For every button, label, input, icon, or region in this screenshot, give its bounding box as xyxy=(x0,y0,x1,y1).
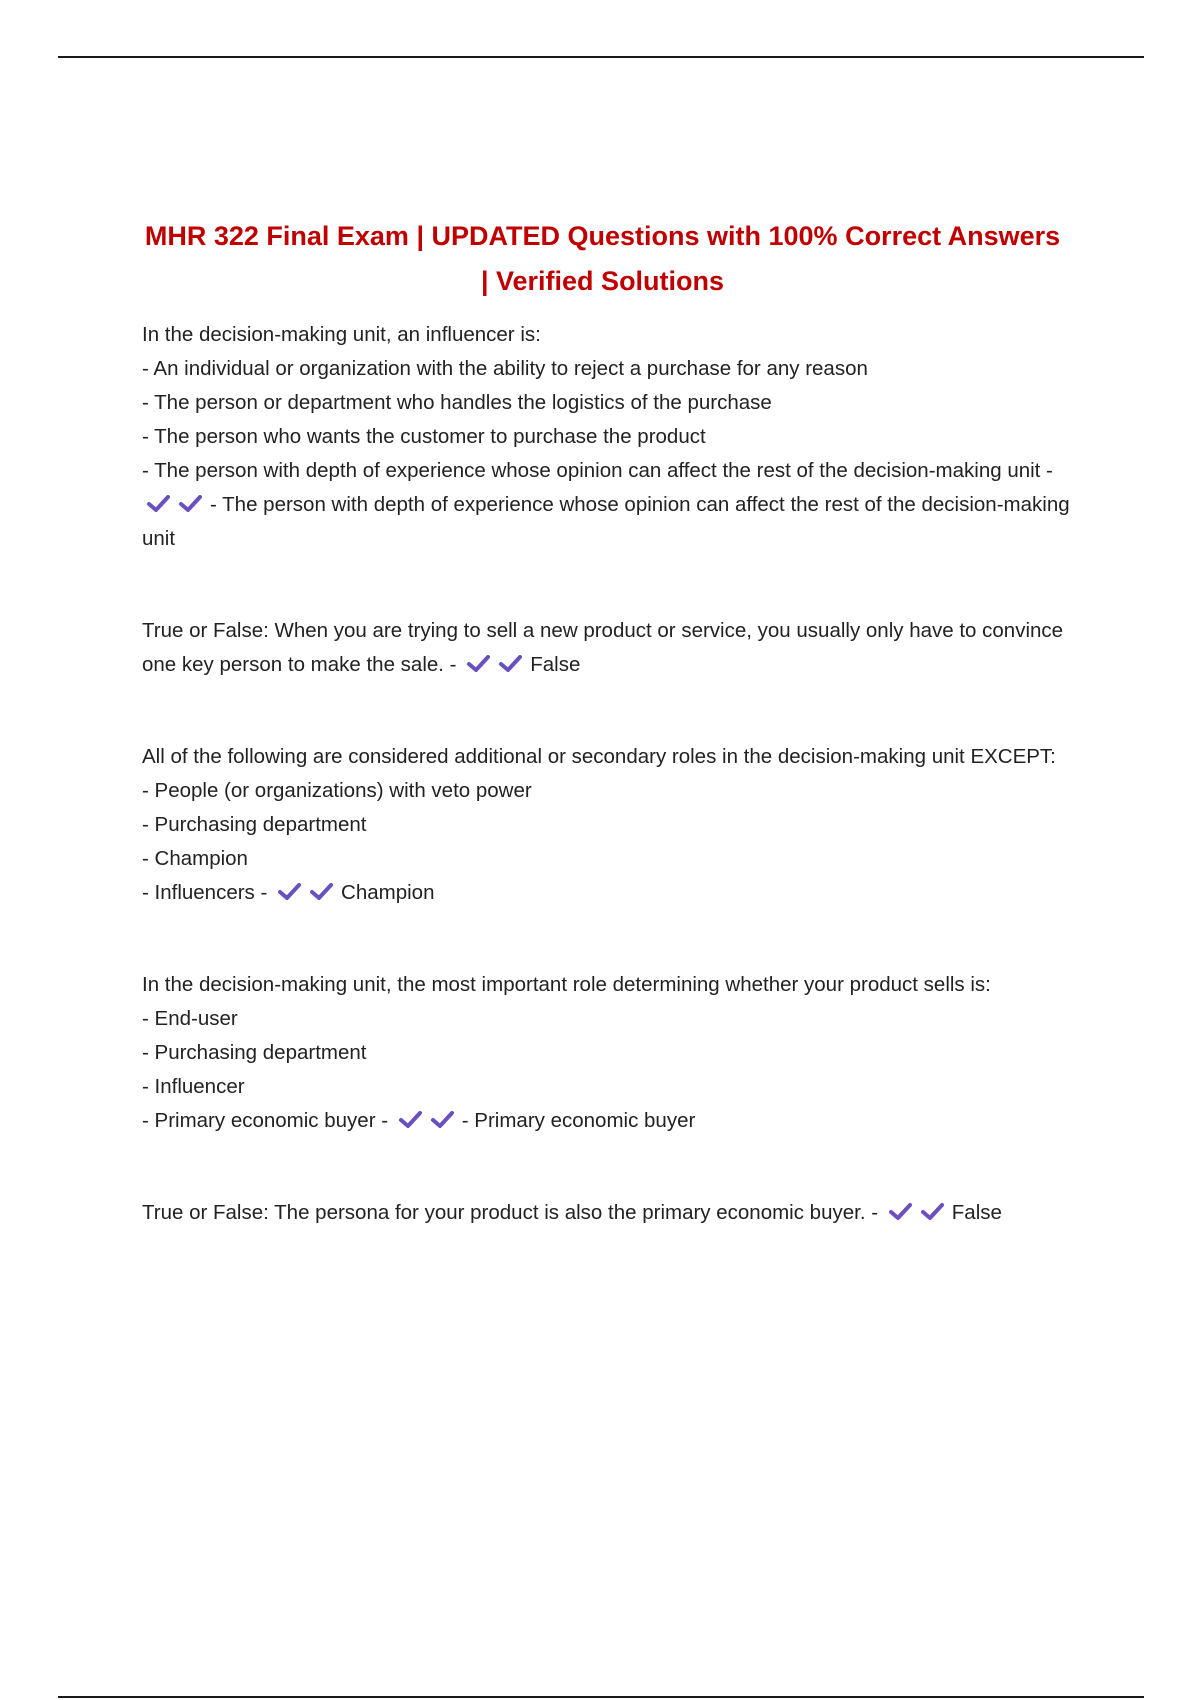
checkmark-icon xyxy=(498,654,523,674)
answer-option-with-solution xyxy=(142,876,1072,910)
answer-option-text: - Influencers - xyxy=(142,881,268,904)
question-text: In the decision-making unit, the most important role determining whether your product sells is: xyxy=(142,973,991,996)
document-body xyxy=(142,318,1072,1230)
header-rule xyxy=(58,56,1144,58)
question-block-4 xyxy=(142,968,1072,1138)
checkmark-icon xyxy=(920,1202,945,1222)
answer-option: - The person or department who handles the logistics of the purchase xyxy=(142,391,772,414)
answer-option-text: - The person with depth of experience whose opinion can affect the rest of the decision-making unit - xyxy=(142,459,1053,482)
question-text: In the decision-making unit, an influencer is: xyxy=(142,323,541,346)
checkmark-icon xyxy=(146,494,171,514)
answer-option-with-solution xyxy=(142,1104,1072,1138)
correct-answer: False xyxy=(530,653,581,676)
answer-option: - Purchasing department xyxy=(142,813,367,836)
checkmark-icon xyxy=(430,1110,455,1130)
checkmark-icon xyxy=(398,1110,423,1130)
checkmark-icon xyxy=(888,1202,913,1222)
checkmark-icon xyxy=(309,882,334,902)
footer-rule xyxy=(58,1696,1144,1698)
answer-option-with-solution xyxy=(142,454,1072,556)
question-with-solution xyxy=(142,614,1072,682)
question-block-5 xyxy=(142,1196,1072,1230)
checkmark-icon xyxy=(466,654,491,674)
answer-option-text: - Primary economic buyer - xyxy=(142,1109,389,1132)
question-block-3 xyxy=(142,740,1072,910)
question-block-1 xyxy=(142,318,1072,556)
checkmark-icon xyxy=(277,882,302,902)
question-text: All of the following are considered additional or secondary roles in the decision-making unit EXCEPT: xyxy=(142,745,1056,768)
answer-option: - The person who wants the customer to purchase the product xyxy=(142,425,706,448)
answer-option: - Champion xyxy=(142,847,248,870)
question-block-2 xyxy=(142,614,1072,682)
correct-answer: Champion xyxy=(341,881,435,904)
answer-option: - Influencer xyxy=(142,1075,245,1098)
correct-answer: - Primary economic buyer xyxy=(461,1109,696,1132)
document-title: MHR 322 Final Exam | UPDATED Questions with 100% Correct Answers | Verified Solutions xyxy=(144,221,1061,296)
correct-answer: False xyxy=(951,1201,1002,1224)
answer-option: - End-user xyxy=(142,1007,238,1030)
answer-option: - Purchasing department xyxy=(142,1041,367,1064)
question-text: True or False: When you are trying to sell a new product or service, you usually only have to convince one key person to make the sale. - xyxy=(142,619,1064,676)
checkmark-icon xyxy=(178,494,203,514)
answer-option: - People (or organizations) with veto power xyxy=(142,779,532,802)
answer-option: - An individual or organization with the ability to reject a purchase for any reason xyxy=(142,357,868,380)
question-text: True or False: The persona for your product is also the primary economic buyer. - xyxy=(142,1201,879,1224)
correct-answer: - The person with depth of experience whose opinion can affect the rest of the decision-making unit xyxy=(142,493,1070,550)
question-with-solution xyxy=(142,1196,1072,1230)
